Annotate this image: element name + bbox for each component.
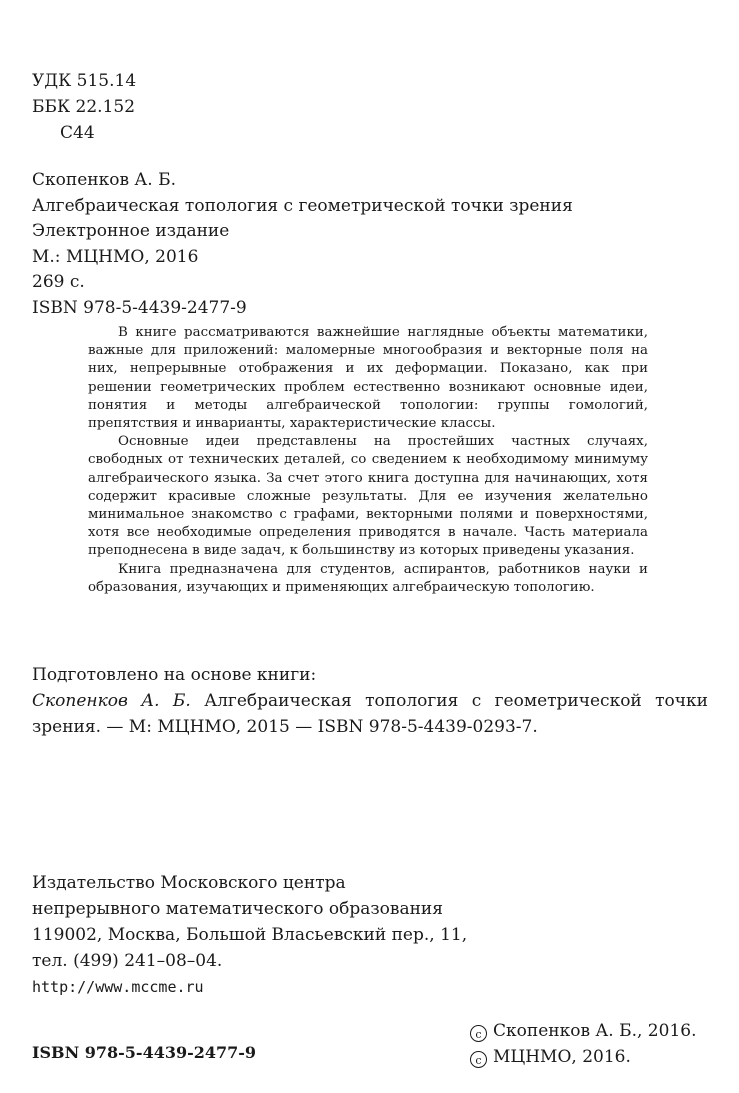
source-details: Алгебраическая топология с геометрической точки зрения. — М: МЦНМО, 2015 — ISBN 978-5-4439-0293-7. bbox=[32, 691, 708, 737]
copyright-line bbox=[470, 1044, 696, 1070]
copyright-icon: c bbox=[470, 1051, 487, 1068]
publisher-name: Издательство Московского центра bbox=[32, 873, 346, 893]
abstract-paragraph: Книга предназначена для студентов, аспирантов, работников науки и образования, изучающих и применяющих алгебраическую топологию. bbox=[88, 561, 648, 595]
author-mark: С44 bbox=[60, 123, 95, 143]
bibliographic-record bbox=[32, 168, 712, 321]
copyright-publisher: МЦНМО, 2016. bbox=[493, 1047, 631, 1067]
publisher-name-cont: непрерывного математического образования bbox=[32, 899, 443, 919]
book-isbn: ISBN 978-5-4439-2477-9 bbox=[32, 297, 247, 318]
book-pages: 269 с. bbox=[32, 272, 85, 292]
copyright-block bbox=[470, 1018, 696, 1070]
classification-block bbox=[32, 68, 136, 146]
book-author: Скопенков А. Б. bbox=[32, 170, 177, 190]
publisher-info bbox=[32, 870, 467, 1000]
book-imprint: М.: МЦНМО, 2016 bbox=[32, 246, 199, 267]
abstract-paragraph: Основные идеи представлены на простейших частных случаях, свободных от технических деталей, со сведением к необходимому минимуму алгебраического языка. За счет этого книга доступна для начинающих, хотя содержит красивые сложные результаты. Для ее изучения желательно минимальное знакомство с графами, векторными полями и поверхностями, хотя все необходимые определения приводятся в начале. Часть материала преподнесена в виде задач, к большинству из которых приведены указания. bbox=[88, 434, 648, 559]
source-author: Скопенков А. Б. bbox=[32, 691, 191, 711]
publisher-phone: тел. (499) 241–08–04. bbox=[32, 951, 223, 971]
copyright-author: Скопенков А. Б., 2016. bbox=[493, 1021, 697, 1041]
source-heading: Подготовлено на основе книги: bbox=[32, 665, 317, 685]
copyright-line bbox=[470, 1018, 696, 1044]
source-note bbox=[32, 662, 708, 740]
publisher-address: 119002, Москва, Большой Власьевский пер., 11, bbox=[32, 925, 468, 945]
copyright-icon: c bbox=[470, 1025, 487, 1042]
book-title: Алгебраическая топология с геометрической точки зрения bbox=[32, 195, 573, 216]
abstract bbox=[88, 324, 648, 597]
publisher-url[interactable]: http://www.mccme.ru bbox=[32, 978, 204, 996]
footer-isbn: ISBN 978-5-4439-2477-9 bbox=[32, 1043, 257, 1062]
source-reference bbox=[32, 688, 708, 740]
bbk-code: ББК 22.152 bbox=[32, 97, 136, 117]
abstract-paragraph: В книге рассматриваются важнейшие наглядные объекты математики, важные для приложений: маломерные многообразия и векторные поля на них, непрерывные отображения и их деформации. Показано, как при решении геометрических проблем естественно возникают основные идеи, понятия и методы алгебраической топологии: группы гомологий, препятствия и инварианты, характеристические классы. bbox=[88, 325, 648, 432]
udk-code: УДК 515.14 bbox=[32, 71, 137, 91]
book-edition: Электронное издание bbox=[32, 221, 230, 241]
